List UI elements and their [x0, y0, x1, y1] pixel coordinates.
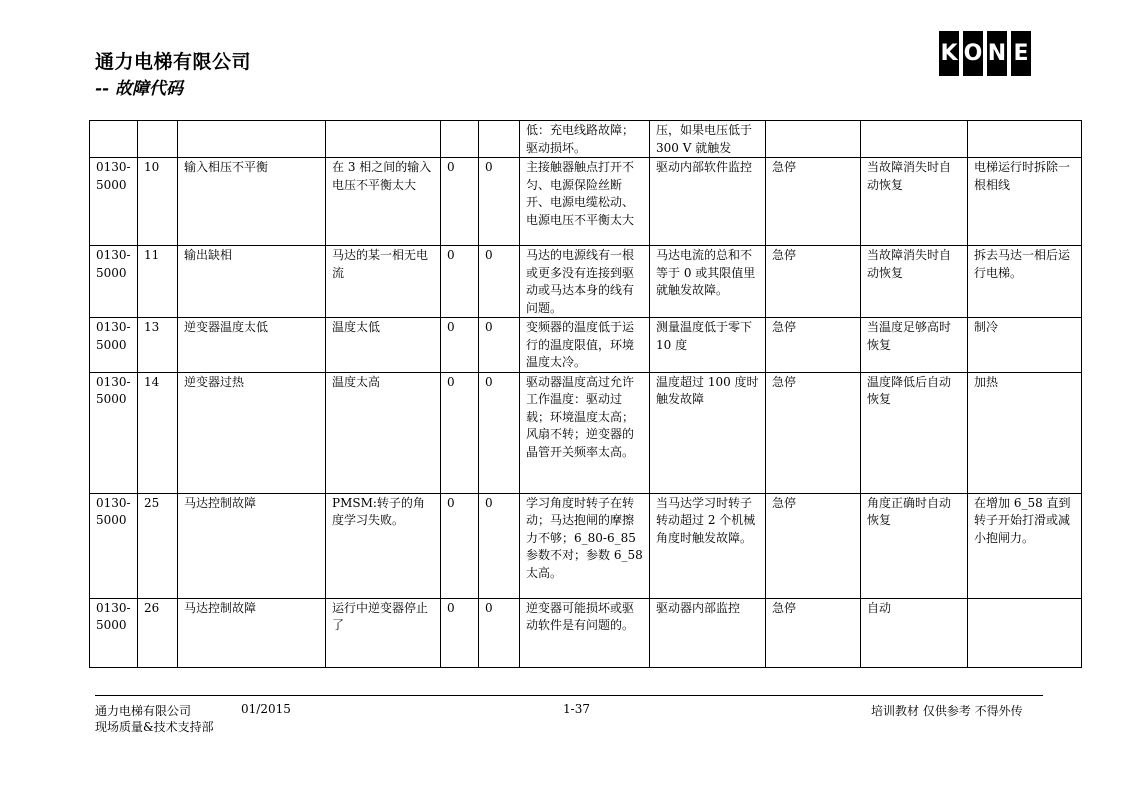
cell-cause: 马达的电源线有一根或更多没有连接到驱动或马达本身的线有问题。 — [520, 246, 650, 318]
cell-test — [968, 598, 1082, 667]
document-subtitle: -- 故障代码 — [95, 79, 184, 99]
cell-test: 拆去马达一相后运行电梯。 — [968, 246, 1082, 318]
company-title: 通力电梯有限公司 — [95, 51, 252, 73]
cell-detection: 驱动器内部监控 — [650, 598, 766, 667]
cell-v1: 0 — [441, 318, 479, 373]
cell-num: 26 — [138, 598, 178, 667]
cell-code: 0130-5000 — [90, 598, 138, 667]
cell-detection: 温度超过 100 度时触发故障 — [650, 372, 766, 493]
logo-letter: O — [963, 31, 983, 76]
cell-recovery: 当故障消失时自动恢复 — [861, 246, 968, 318]
cell-description: 在 3 相之间的输入电压不平衡太大 — [326, 158, 441, 246]
cell-fault-name: 逆变器温度太低 — [178, 318, 326, 373]
cell-fault-name: 输出缺相 — [178, 246, 326, 318]
cell-num: 25 — [138, 493, 178, 598]
cell-cause: 主接触器触点打开不匀、电源保险丝断开、电源电缆松动、电源电压不平衡太大 — [520, 158, 650, 246]
kone-logo — [939, 31, 1031, 76]
cell-recovery: 温度降低后自动恢复 — [861, 372, 968, 493]
cell-test: 电梯运行时拆除一根相线 — [968, 158, 1082, 246]
cell-fault-name: 马达控制故障 — [178, 493, 326, 598]
cell-code: 0130-5000 — [90, 493, 138, 598]
cell-code: 0130-5000 — [90, 372, 138, 493]
cell-v2: 0 — [479, 598, 520, 667]
cell-description: 温度太高 — [326, 372, 441, 493]
cell-fault-name: 马达控制故障 — [178, 598, 326, 667]
cell-action: 急停 — [766, 493, 861, 598]
cell-cause: 学习角度时转子在转动；马达抱闸的摩擦力不够；6_80-6_85 参数不对；参数 6_58 太高。 — [520, 493, 650, 598]
table-row — [90, 246, 1082, 318]
cell-code — [90, 121, 138, 158]
cell-test: 制冷 — [968, 318, 1082, 373]
cell-num: 10 — [138, 158, 178, 246]
cell-v2: 0 — [479, 372, 520, 493]
cell-num: 14 — [138, 372, 178, 493]
cell-cause: 逆变器可能损坏或驱动软件是有问题的。 — [520, 598, 650, 667]
cell-v1: 0 — [441, 598, 479, 667]
cell-num: 11 — [138, 246, 178, 318]
table-row — [90, 598, 1082, 667]
cell-recovery: 当故障消失时自动恢复 — [861, 158, 968, 246]
cell-detection: 驱动内部软件监控 — [650, 158, 766, 246]
cell-recovery: 当温度足够高时恢复 — [861, 318, 968, 373]
cell-detection: 测量温度低于零下 10 度 — [650, 318, 766, 373]
cell-fault-name: 逆变器过热 — [178, 372, 326, 493]
cell-description: 温度太低 — [326, 318, 441, 373]
cell-cause: 变频器的温度低于运行的温度限值，环境温度太冷。 — [520, 318, 650, 373]
cell-v2: 0 — [479, 246, 520, 318]
cell-cause: 驱动器温度高过允许工作温度：驱动过载；环境温度太高；风扇不转；逆变器的晶管开关频率太高。 — [520, 372, 650, 493]
cell-code: 0130-5000 — [90, 246, 138, 318]
footer-notice: 培训教材 仅供参考 不得外传 — [871, 704, 1023, 718]
cell-detection: 压，如果电压低于 300 V 就触发 — [650, 121, 766, 158]
cell-v1: 0 — [441, 493, 479, 598]
cell-code: 0130-5000 — [90, 158, 138, 246]
cell-action: 急停 — [766, 158, 861, 246]
cell-cause: 低：充电线路故障；驱动损坏。 — [520, 121, 650, 158]
page-number: 1-37 — [563, 702, 590, 716]
cell-test — [968, 121, 1082, 158]
cell-v2 — [479, 121, 520, 158]
cell-v1: 0 — [441, 246, 479, 318]
footer-company: 通力电梯有限公司 — [95, 704, 192, 718]
footer-date: 01/2015 — [241, 702, 291, 716]
table-row — [90, 372, 1082, 493]
cell-action: 急停 — [766, 598, 861, 667]
cell-detection: 当马达学习时转子转动超过 2 个机械角度时触发故障。 — [650, 493, 766, 598]
cell-description: PMSM:转子的角度学习失败。 — [326, 493, 441, 598]
cell-recovery: 自动 — [861, 598, 968, 667]
cell-v1 — [441, 121, 479, 158]
logo-letter: K — [939, 31, 959, 76]
logo-letter: N — [987, 31, 1007, 76]
cell-test: 加热 — [968, 372, 1082, 493]
table-row — [90, 318, 1082, 373]
cell-description: 运行中逆变器停止了 — [326, 598, 441, 667]
cell-fault-name — [178, 121, 326, 158]
logo-letter: E — [1011, 31, 1031, 76]
fault-code-table — [89, 120, 1082, 668]
cell-v2: 0 — [479, 318, 520, 373]
footer-divider — [95, 695, 1043, 696]
table-row — [90, 493, 1082, 598]
cell-v2: 0 — [479, 493, 520, 598]
cell-v1: 0 — [441, 158, 479, 246]
footer-department: 现场质量&技术支持部 — [95, 720, 214, 734]
cell-detection: 马达电流的总和不等于 0 或其限值里就触发故障。 — [650, 246, 766, 318]
cell-fault-name: 输入相压不平衡 — [178, 158, 326, 246]
cell-action: 急停 — [766, 318, 861, 373]
cell-num — [138, 121, 178, 158]
cell-recovery: 角度正确时自动恢复 — [861, 493, 968, 598]
cell-recovery — [861, 121, 968, 158]
table-row — [90, 158, 1082, 246]
cell-description: 马达的某一相无电流 — [326, 246, 441, 318]
cell-v2: 0 — [479, 158, 520, 246]
cell-v1: 0 — [441, 372, 479, 493]
cell-test: 在增加 6_58 直到转子开始打滑或减小抱闸力。 — [968, 493, 1082, 598]
cell-action — [766, 121, 861, 158]
cell-code: 0130-5000 — [90, 318, 138, 373]
cell-action: 急停 — [766, 246, 861, 318]
table-row — [90, 121, 1082, 158]
cell-num: 13 — [138, 318, 178, 373]
cell-action: 急停 — [766, 372, 861, 493]
cell-description — [326, 121, 441, 158]
